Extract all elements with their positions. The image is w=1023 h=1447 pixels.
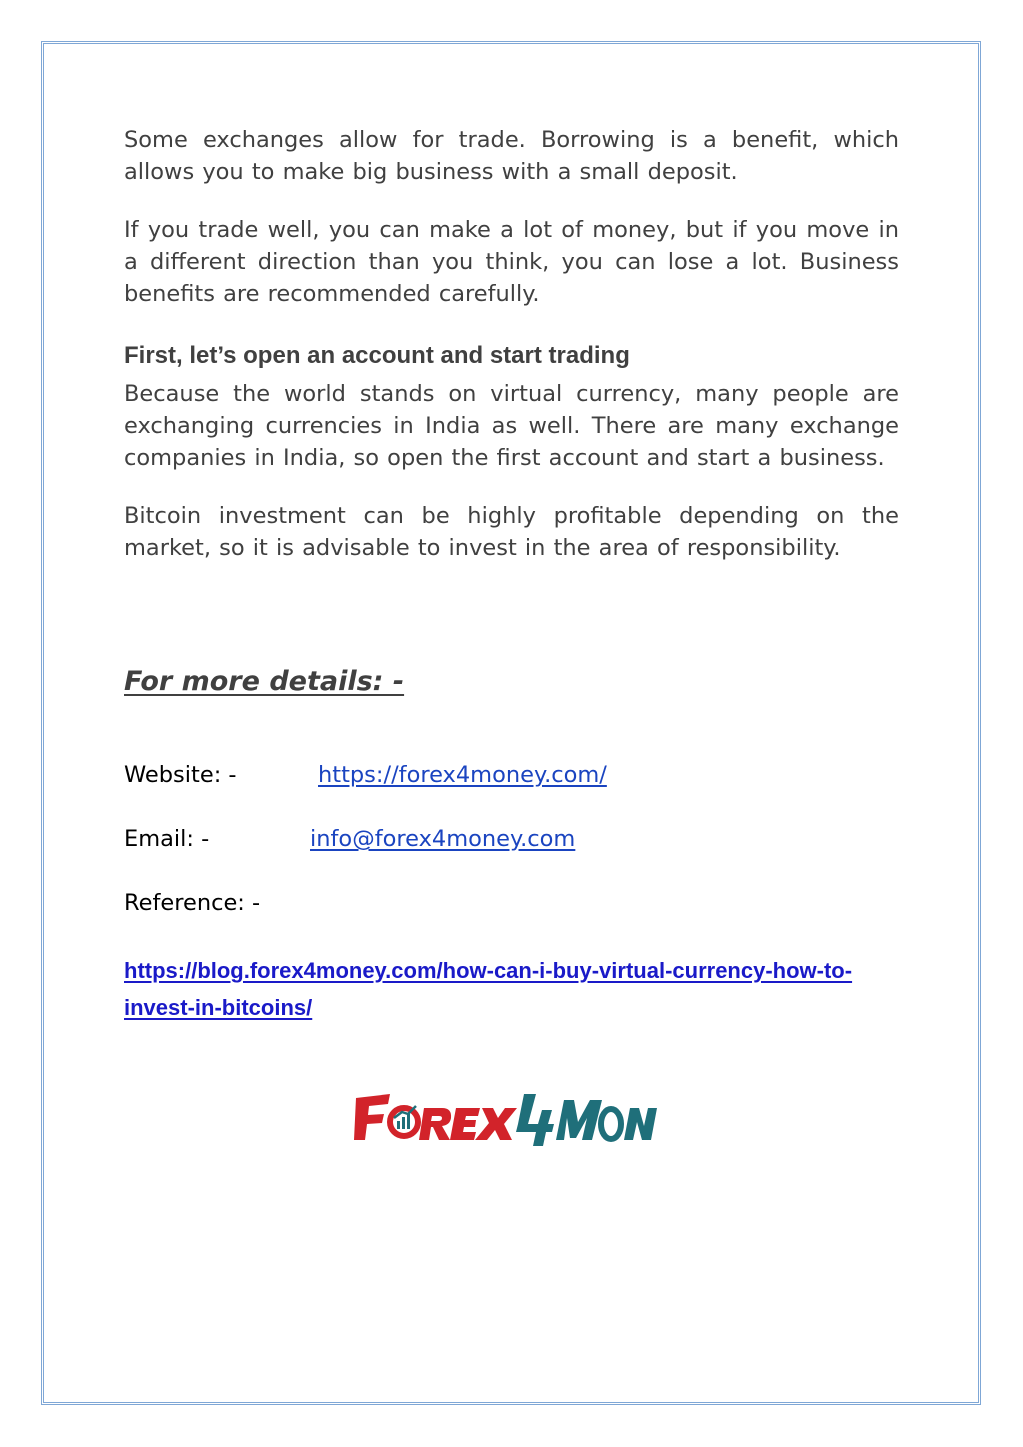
- main-content: [124, 124, 899, 564]
- logo-money-part: [516, 1094, 657, 1146]
- paragraph-virtual-currency: Because the world stands on virtual currency, many people are exchanging currencies in India as well. There are many exchange companies in India, so open the first account and start a business.: [124, 381, 899, 471]
- website-link[interactable]: https://forex4money.com/: [318, 762, 607, 788]
- details-title: For more details: -: [124, 666, 405, 697]
- paragraph-trade-well: If you trade well, you can make a lot of money, but if you move in a different direction than you think, you can lose a lot. Business benefits are recommended carefully.: [124, 217, 899, 307]
- reference-label: Reference: -: [124, 890, 261, 916]
- email-row: [124, 823, 576, 855]
- forex4money-logo: [352, 1088, 672, 1150]
- section-heading: First, let’s open an account and start trading: [124, 342, 630, 369]
- logo-forex-part: [354, 1094, 517, 1140]
- paragraph-exchanges: Some exchanges allow for trade. Borrowing is a benefit, which allows you to make big business with a small deposit.: [124, 127, 899, 185]
- reference-row: [124, 887, 260, 919]
- website-row: [124, 759, 607, 791]
- email-label: Email: -: [124, 826, 210, 852]
- reference-link[interactable]: https://blog.forex4money.com/how-can-i-buy-virtual-currency-how-to-invest-in-bitcoins/: [124, 958, 853, 1020]
- paragraph-bitcoin-investment: Bitcoin investment can be highly profitable depending on the market, so it is advisable to invest in the area of responsibility.: [124, 503, 899, 561]
- website-label: Website: -: [124, 762, 237, 788]
- email-link[interactable]: info@forex4money.com: [310, 826, 576, 852]
